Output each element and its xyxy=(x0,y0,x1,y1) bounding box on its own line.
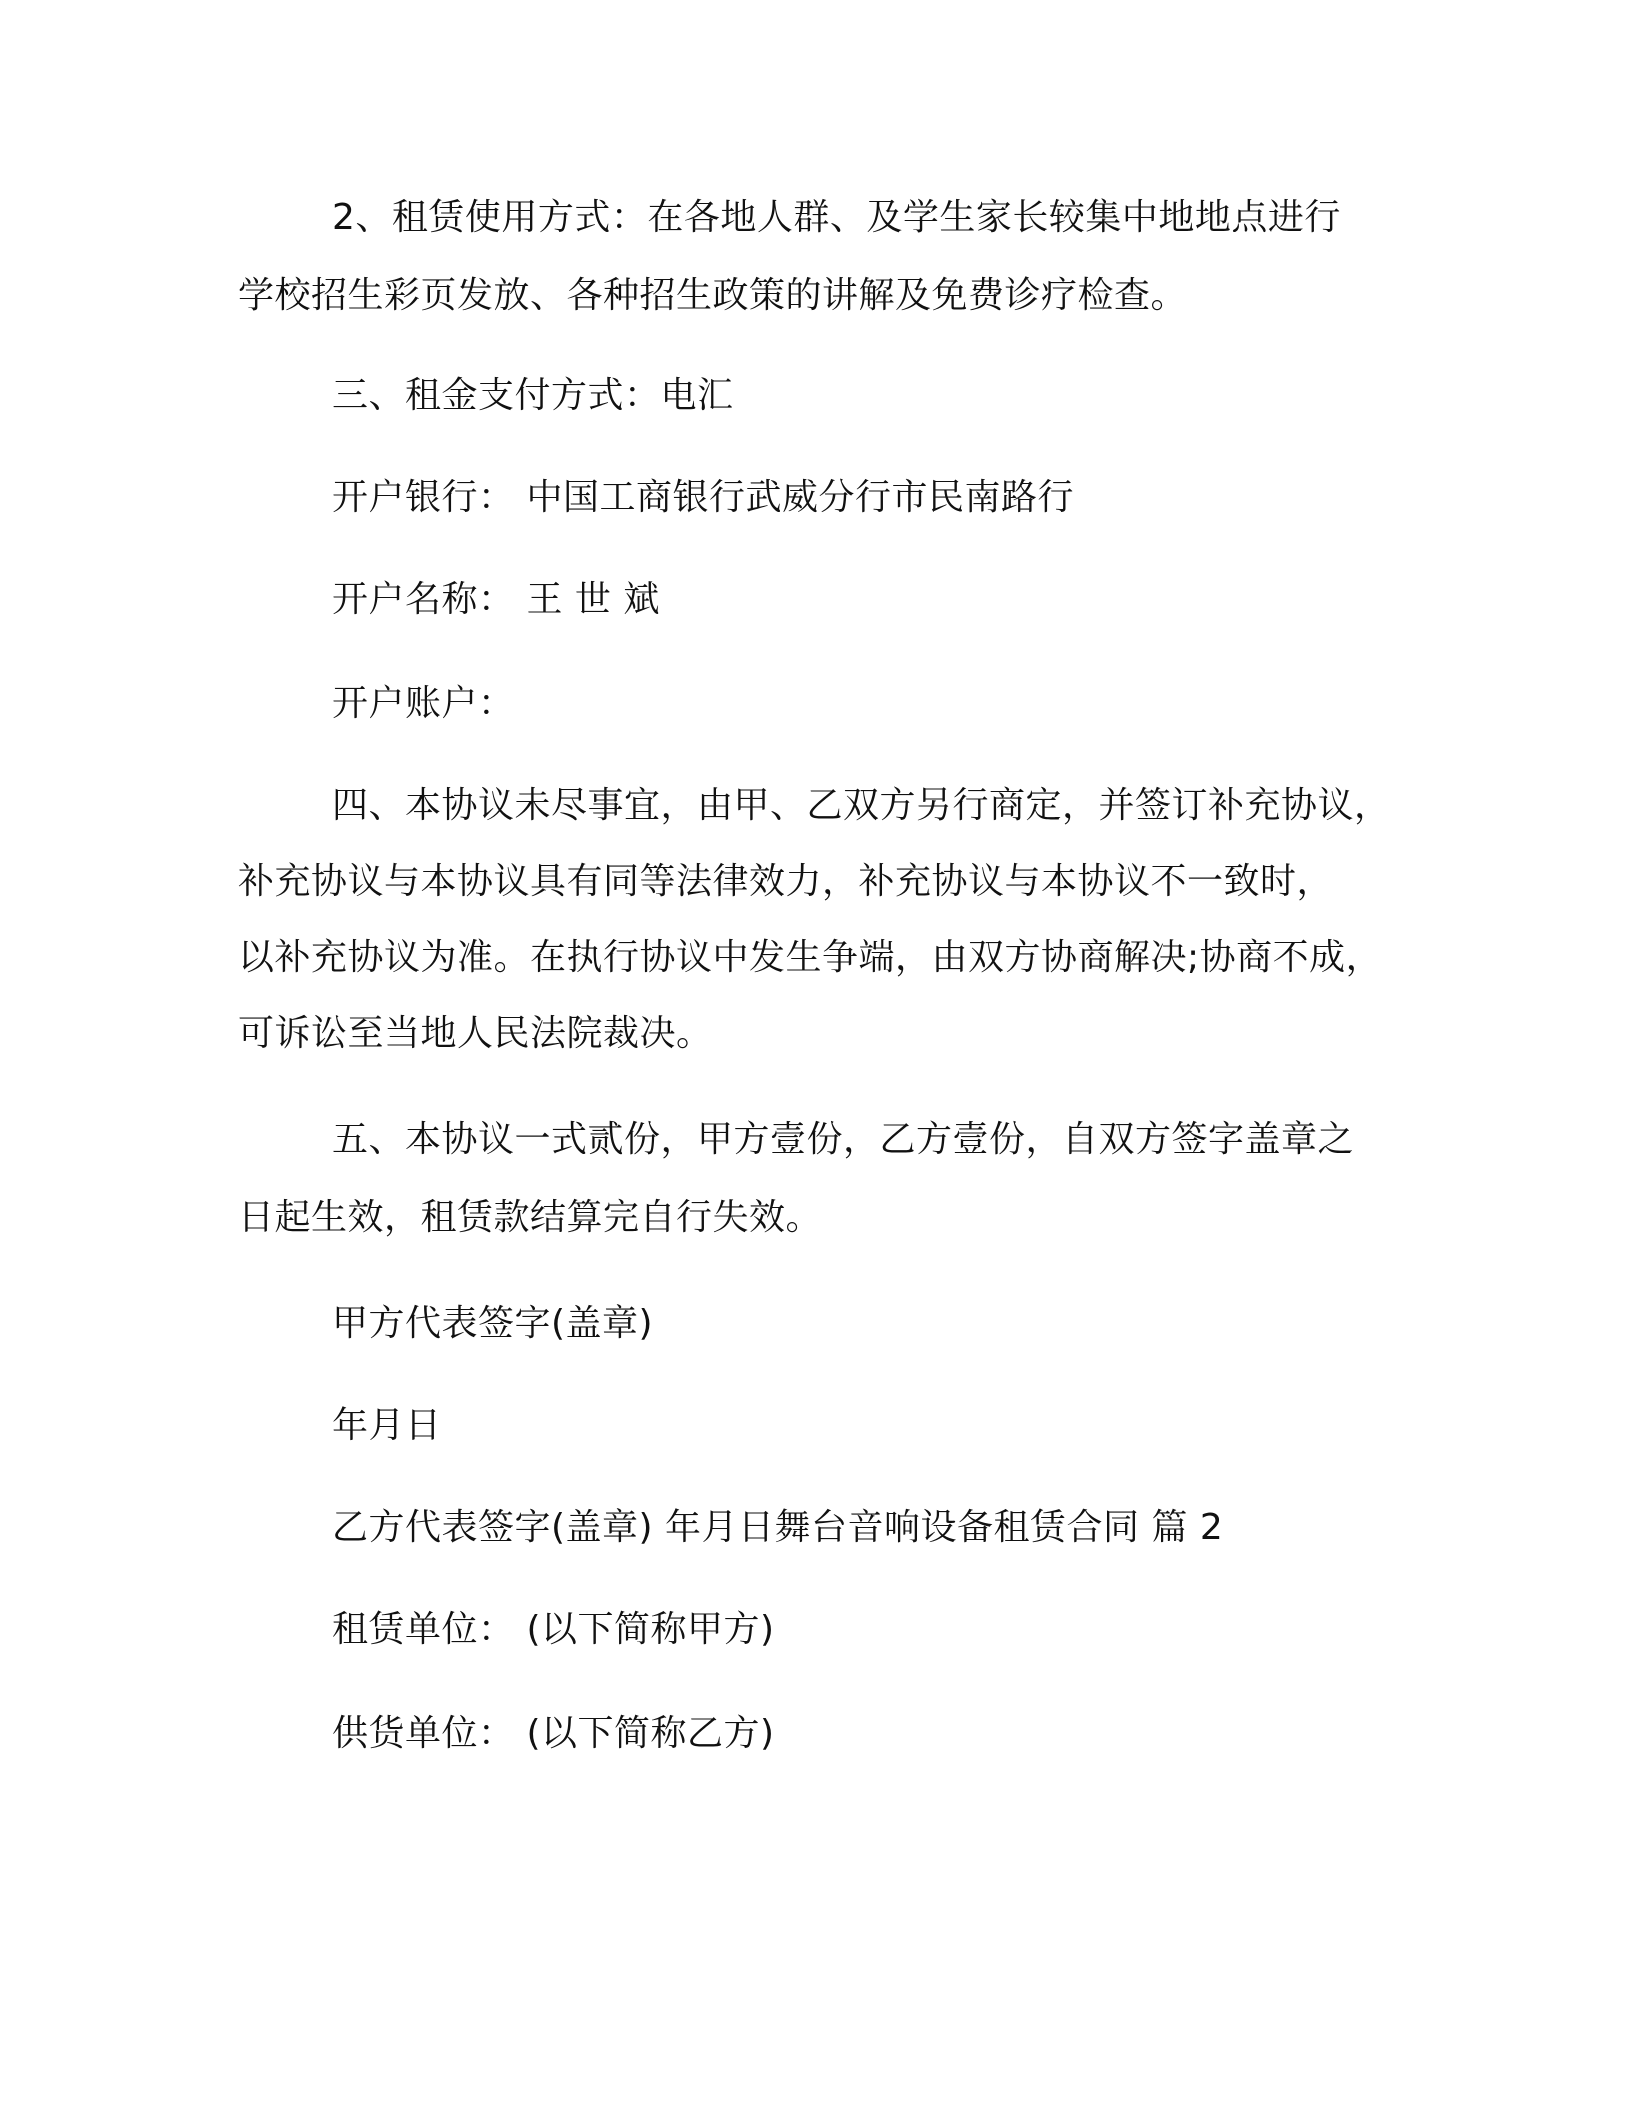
paragraph-rental-usage-line-2: 学校招生彩页发放、各种招生政策的讲解及免费诊疗检查。 xyxy=(238,275,1188,316)
paragraph-copies-line-2: 日起生效，租赁款结算完自行失效。 xyxy=(238,1197,823,1238)
lessee-unit-line: 租赁单位： (以下简称甲方) xyxy=(332,1609,775,1650)
bank-name-line: 开户银行： 中国工商银行武威分行市民南路行 xyxy=(332,477,1074,518)
party-b-signature-line: 乙方代表签字(盖章) 年月日舞台音响设备租赁合同 篇 2 xyxy=(332,1507,1224,1548)
party-a-signature-line: 甲方代表签字(盖章) xyxy=(332,1303,654,1344)
paragraph-payment-method: 三、租金支付方式：电汇 xyxy=(332,375,734,416)
account-name-line: 开户名称： 王 世 斌 xyxy=(332,579,660,620)
supplier-unit-line: 供货单位： (以下简称乙方) xyxy=(332,1713,775,1754)
paragraph-rental-usage-line-1: 2、租赁使用方式：在各地人群、及学生家长较集中地地点进行 xyxy=(332,197,1341,238)
paragraph-supplementary-line-4: 可诉讼至当地人民法院裁决。 xyxy=(238,1013,713,1054)
account-number-line: 开户账户： xyxy=(332,683,515,724)
paragraph-supplementary-line-1: 四、本协议未尽事宜，由甲、乙双方另行商定，并签订补充协议， xyxy=(332,785,1391,826)
paragraph-copies-line-1: 五、本协议一式贰份，甲方壹份，乙方壹份，自双方签字盖章之 xyxy=(332,1119,1355,1160)
paragraph-supplementary-line-3: 以补充协议为准。在执行协议中发生争端，由双方协商解决;协商不成， xyxy=(238,937,1383,978)
party-a-date-line: 年月日 xyxy=(332,1405,442,1446)
paragraph-supplementary-line-2: 补充协议与本协议具有同等法律效力，补充协议与本协议不一致时， xyxy=(238,861,1334,902)
